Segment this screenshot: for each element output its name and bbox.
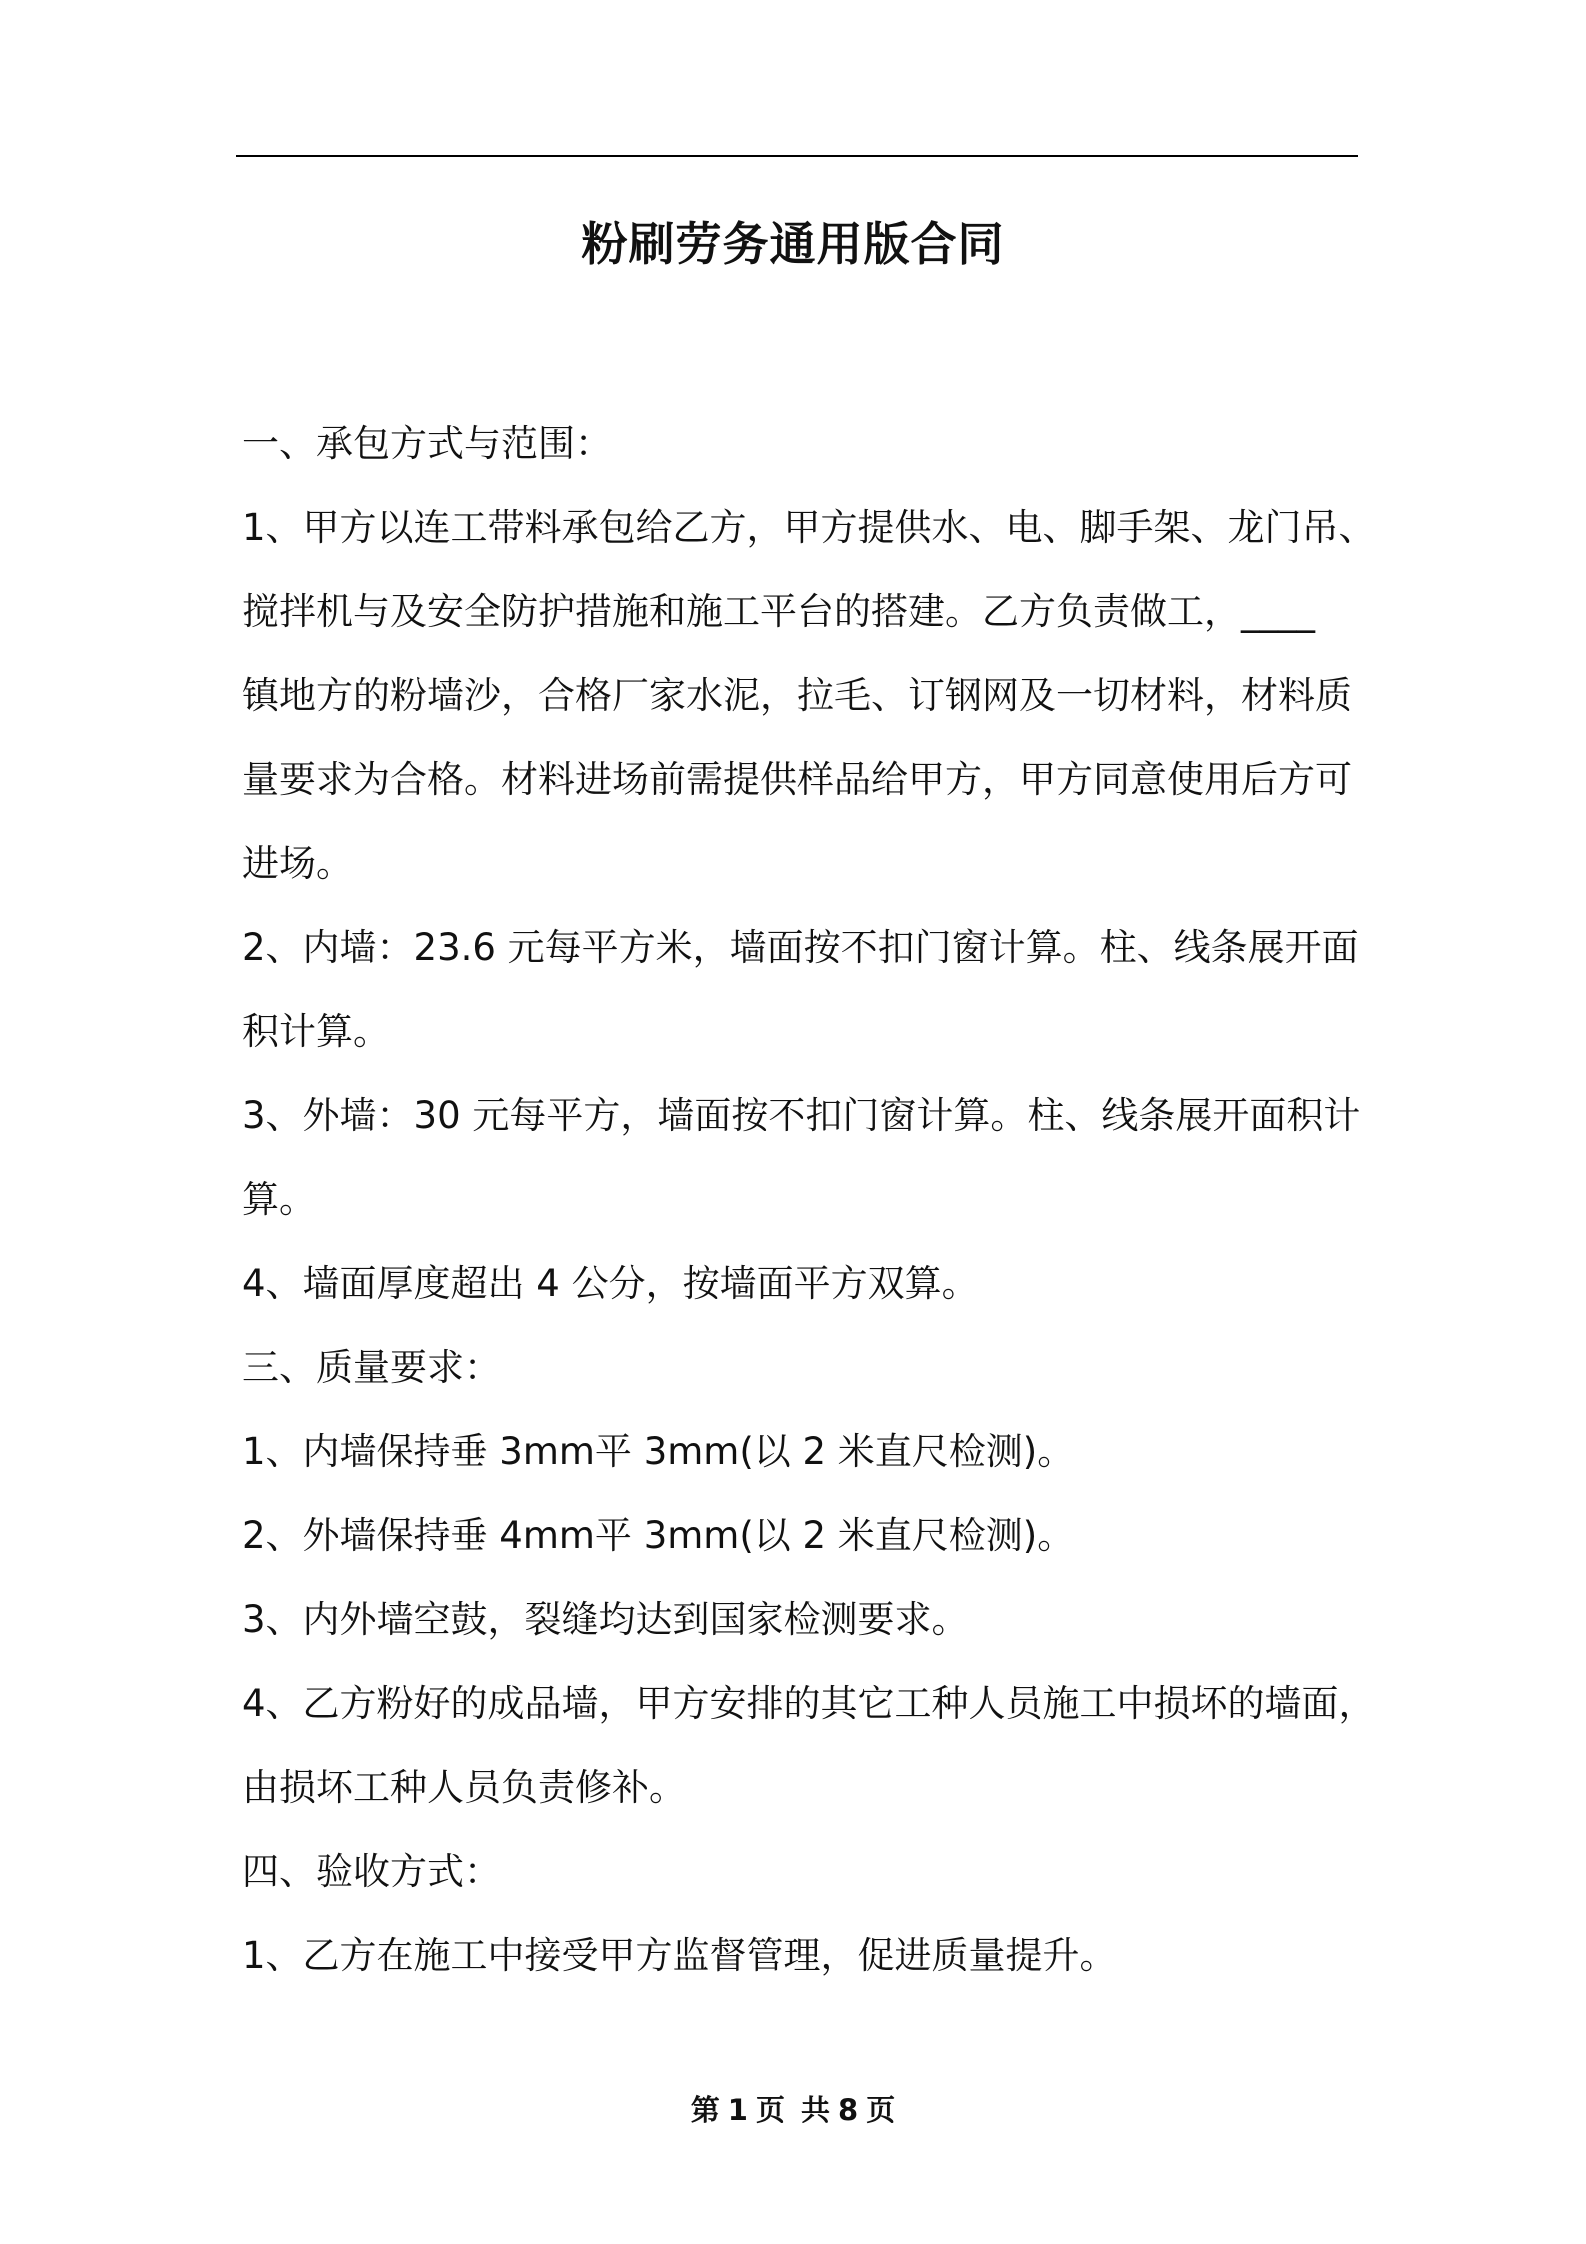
- current-page-number: 1: [727, 2093, 748, 2127]
- total-pages-number: 8: [838, 2093, 859, 2127]
- paragraph-line: 3、内外墙空鼓，裂缝均达到国家检测要求。: [242, 1598, 969, 1641]
- document-body: [242, 402, 1376, 1998]
- paragraph-line: 2、内墙：23.6 元每平方米，墙面按不扣门窗计算。柱、线条展开面: [242, 926, 1359, 969]
- paragraph-line: 搅拌机与及安全防护措施和施工平台的搭建。乙方负责做工，____: [242, 590, 1315, 633]
- paragraph-line: 进场。: [242, 842, 353, 885]
- paragraph-line: 4、乙方粉好的成品墙，甲方安排的其它工种人员施工中损坏的墙面，: [242, 1682, 1376, 1725]
- page-label-mid: 页 共: [755, 2093, 831, 2127]
- paragraph-line: 量要求为合格。材料进场前需提供样品给甲方，甲方同意使用后方可: [242, 758, 1352, 801]
- paragraph-line: 积计算。: [242, 1010, 390, 1053]
- page-footer: [0, 2090, 1586, 2130]
- paragraph-line: 1、乙方在施工中接受甲方监督管理，促进质量提升。: [242, 1934, 1117, 1977]
- paragraph-line: 1、内墙保持垂 3mm平 3mm(以 2 米直尺检测)。: [242, 1430, 1075, 1473]
- section-heading: 三、质量要求：: [242, 1346, 501, 1389]
- paragraph-line: 镇地方的粉墙沙，合格厂家水泥，拉毛、订钢网及一切材料，材料质: [242, 674, 1352, 717]
- paragraph-line: 2、外墙保持垂 4mm平 3mm(以 2 米直尺检测)。: [242, 1514, 1075, 1557]
- document-title: 粉刷劳务通用版合同: [581, 217, 1005, 271]
- header-rule: [236, 155, 1358, 157]
- paragraph-line: 4、墙面厚度超出 4 公分，按墙面平方双算。: [242, 1262, 979, 1305]
- section-heading: 四、验收方式：: [242, 1850, 501, 1893]
- paragraph-line: 1、甲方以连工带料承包给乙方，甲方提供水、电、脚手架、龙门吊、: [242, 506, 1376, 549]
- paragraph-line: 算。: [242, 1178, 316, 1221]
- paragraph-line: 由损坏工种人员负责修补。: [242, 1766, 686, 1809]
- paragraph-line: 3、外墙：30 元每平方，墙面按不扣门窗计算。柱、线条展开面积计: [242, 1094, 1361, 1137]
- section-heading: 一、承包方式与范围：: [242, 422, 612, 465]
- page-label-prefix: 第: [690, 2093, 720, 2127]
- page-label-suffix: 页: [866, 2093, 896, 2127]
